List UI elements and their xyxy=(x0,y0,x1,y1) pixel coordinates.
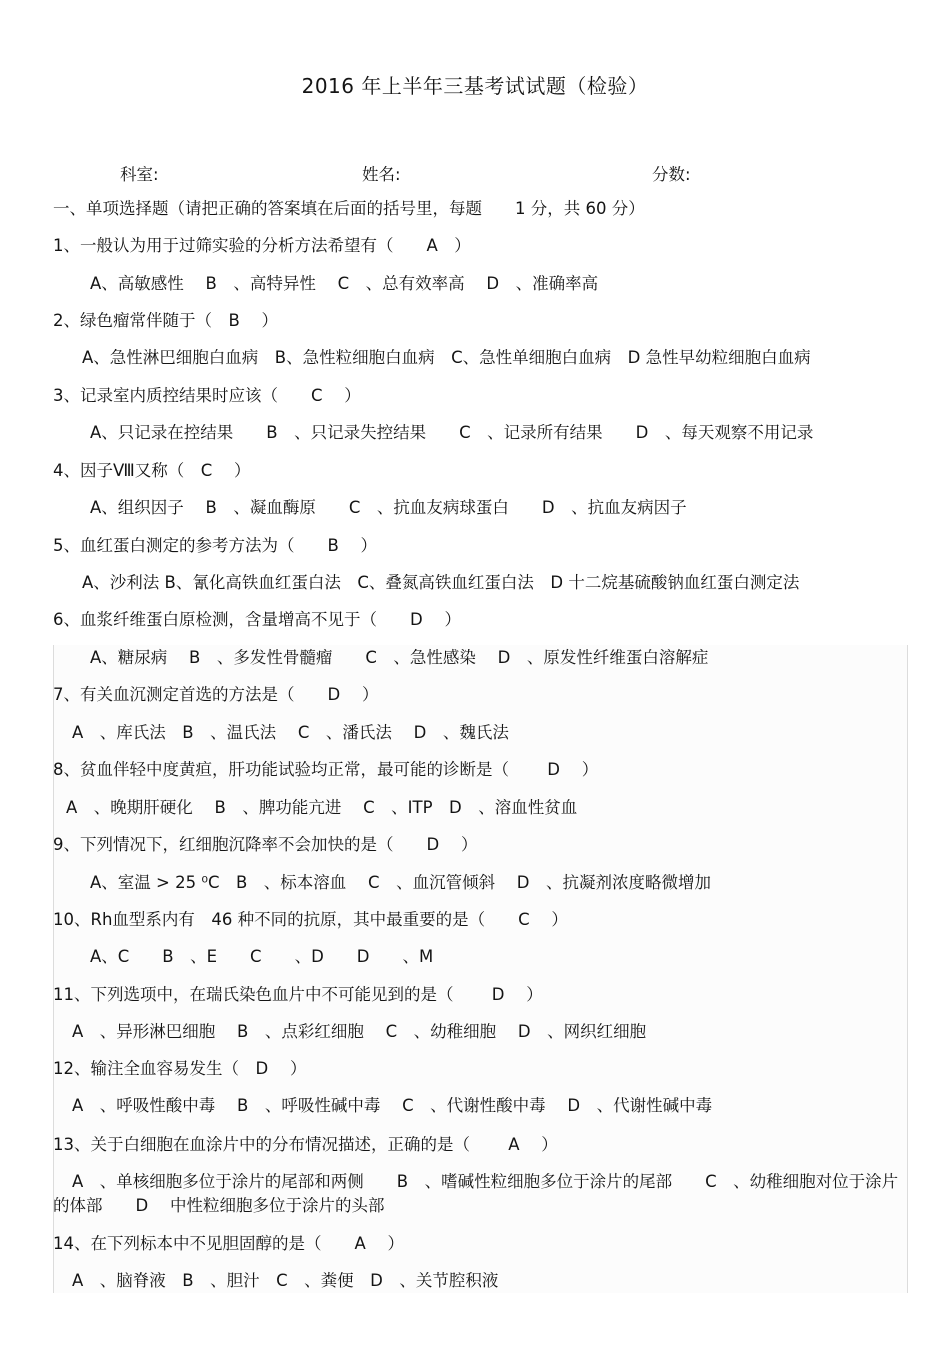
question-14: 14、在下列标本中不见胆固醇的是（ A ） xyxy=(53,1234,405,1253)
options-8: A 、晚期肝硬化 B 、脾功能亢进 C 、ITP D 、溶血性贫血 xyxy=(66,798,578,817)
question-13: 13、关于白细胞在血涂片中的分布情况描述，正确的是（ A ） xyxy=(53,1135,558,1154)
options-1: A、高敏感性 B 、高特异性 C 、总有效率高 D 、准确率高 xyxy=(90,274,599,293)
options-7: A 、库氏法 B 、温氏法 C 、潘氏法 D 、魏氏法 xyxy=(72,723,509,742)
dept-field-label: 科室: xyxy=(120,165,159,184)
options-12: A 、呼吸性酸中毒 B 、呼吸性碱中毒 C 、代谢性酸中毒 D 、代谢性碱中毒 xyxy=(72,1096,713,1115)
options-13: A 、单核细胞多位于涂片的尾部和两侧 B 、嗜碱性粒细胞多位于涂片的尾部 C 、幼稚细胞对位于涂片的体部 D 中性粒细胞多位于涂片的头部 xyxy=(53,1172,899,1215)
question-12: 12、输注全血容易发生（ D ） xyxy=(53,1059,307,1078)
options-3: A、只记录在控结果 B 、只记录失控结果 C 、记录所有结果 D 、每天观察不用记录 xyxy=(90,423,814,442)
options-10: A、C B 、E C 、D D 、M xyxy=(90,947,434,966)
question-5: 5、血红蛋白测定的参考方法为（ B ） xyxy=(53,536,378,555)
question-8: 8、贫血伴轻中度黄疸，肝功能试验均正常，最可能的诊断是（ D ） xyxy=(53,760,599,779)
question-11: 11、下列选项中，在瑞氏染色血片中不可能见到的是（ D ） xyxy=(53,985,543,1004)
options-6: A、糖尿病 B 、多发性骨髓瘤 C 、急性感染 D 、原发性纤维蛋白溶解症 xyxy=(90,648,709,667)
question-3: 3、记录室内质控结果时应该（ C ） xyxy=(53,386,361,405)
question-10: 10、Rh血型系内有 46 种不同的抗原，其中最重要的是（ C ） xyxy=(53,910,568,929)
score-field-label: 分数: xyxy=(652,165,691,184)
question-6: 6、血浆纤维蛋白原检测，含量增高不见于（ D ） xyxy=(53,610,461,629)
options-2: A、急性淋巴细胞白血病 B、急性粒细胞白血病 C、急性单细胞白血病 D 急性早幼粒细胞白血病 xyxy=(82,348,811,367)
options-14: A 、脑脊液 B 、胆汁 C 、粪便 D 、关节腔积液 xyxy=(72,1271,499,1290)
section-heading: 一、单项选择题（请把正确的答案填在后面的括号里，每题 1 分，共 60 分） xyxy=(53,199,645,218)
options-9: A、室温 > 25 ⁰C B 、标本溶血 C 、血沉管倾斜 D 、抗凝剂浓度略微增加 xyxy=(90,873,712,892)
question-2: 2、绿色瘤常伴随于（ B ） xyxy=(53,311,279,330)
question-9: 9、下列情况下，红细胞沉降率不会加快的是（ D ） xyxy=(53,835,478,854)
question-4: 4、因子Ⅷ又称（ C ） xyxy=(53,461,251,480)
question-1: 1、一般认为用于过筛实验的分析方法希望有（ A ） xyxy=(53,236,471,255)
options-4: A、组织因子 B 、凝血酶原 C 、抗血友病球蛋白 D 、抗血友病因子 xyxy=(90,498,687,517)
page-title: 2016 年上半年三基考试试题（检验） xyxy=(301,74,649,98)
options-11: A 、异形淋巴细胞 B 、点彩红细胞 C 、幼稚细胞 D 、网织红细胞 xyxy=(72,1022,647,1041)
name-field-label: 姓名: xyxy=(362,165,401,184)
options-5: A、沙利法 B、氰化高铁血红蛋白法 C、叠氮高铁血红蛋白法 D 十二烷基硫酸钠血红蛋白测定法 xyxy=(82,573,800,592)
question-7: 7、有关血沉测定首选的方法是（ D ） xyxy=(53,685,379,704)
